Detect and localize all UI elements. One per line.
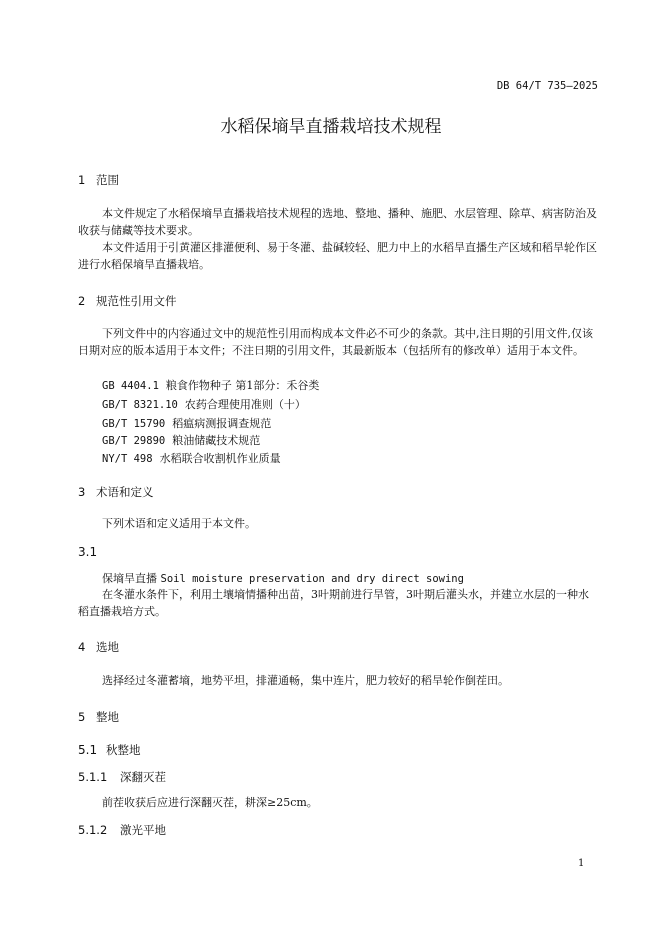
term-definition: 在冬灌水条件下，利用土壤墒情播种出苗，3叶期前进行旱管，3叶期后灌头水，并建立水层的一种水稻直播栽培方式。 (78, 588, 589, 618)
section-number: 1 (78, 173, 86, 187)
term-english: Soil moisture preservation and dry direct sowing (160, 573, 464, 585)
section-title: 规范性引用文件 (96, 294, 177, 308)
section-4-heading (78, 639, 119, 655)
subsection-number: 5.1.1 (78, 770, 108, 784)
reference-title: 稻瘟病测报调查规范 (172, 417, 272, 430)
reference-title: 粮食作物种子 第1部分：禾谷类 (165, 379, 320, 392)
reference-title: 农药合理使用准则（十） (184, 398, 306, 411)
subsection-number: 5.1 (78, 743, 98, 757)
reference-code: GB/T 8321.10 (102, 399, 178, 411)
subsection-title: 深翻灭茬 (120, 770, 166, 784)
section-number: 4 (78, 640, 86, 654)
section-2-paragraph-1: 下列文件中的内容通过文中的规范性引用而构成本文件必不可少的条款。其中,注日期的引用文件,仅该日期对应的版本适用于本文件；不注日期的引用文件，其最新版本（包括所有的修改单）适用于本文件。 (78, 327, 593, 357)
section-3-paragraph-1: 下列术语和定义适用于本文件。 (102, 517, 256, 530)
section-1-paragraph-1: 本文件规定了水稻保墒旱直播栽培技术规程的选地、整地、播种、施肥、水层管理、除草、病害防治及收获与储藏等技术要求。 (78, 207, 597, 237)
section-title: 术语和定义 (96, 485, 154, 499)
subsection-5-1-heading (78, 742, 141, 758)
section-1-heading (78, 172, 119, 188)
subsection-3-1-number: 3.1 (78, 545, 98, 559)
section-number: 2 (78, 294, 86, 308)
page-number: 1 (578, 858, 585, 869)
section-3-heading (78, 484, 154, 500)
reference-item (102, 450, 281, 466)
section-title: 选地 (96, 640, 119, 654)
section-number: 3 (78, 485, 86, 499)
subsection-5-1-2-heading (78, 822, 166, 838)
section-4-paragraph-1: 选择经过冬灌蓄墒，地势平坦，排灌通畅，集中连片，肥力较好的稻旱轮作倒茬田。 (102, 674, 509, 687)
section-number: 5 (78, 710, 86, 724)
reference-title: 水稻联合收割机作业质量 (159, 452, 281, 465)
reference-item (102, 415, 271, 431)
reference-title: 粮油储藏技术规范 (172, 434, 261, 447)
document-number: DB 64/T 735—2025 (496, 80, 598, 92)
subsection-5-1-1-paragraph: 前茬收获后应进行深翻灭茬，耕深≥25cm。 (102, 796, 318, 809)
term-chinese: 保墒旱直播 (102, 572, 157, 585)
reference-code: GB/T 15790 (102, 418, 166, 430)
subsection-5-1-1-heading (78, 769, 166, 785)
section-title: 范围 (96, 173, 119, 187)
term-entry (102, 570, 464, 586)
section-1-paragraph-2: 本文件适用于引黄灌区排灌便利、易于冬灌、盐碱较轻、肥力中上的水稻旱直播生产区域和稻旱轮作区进行水稻保墒旱直播栽培。 (78, 241, 597, 271)
subsection-title: 激光平地 (120, 823, 166, 837)
section-2-heading (78, 293, 177, 309)
document-title: 水稻保墒旱直播栽培技术规程 (220, 117, 442, 137)
reference-code: GB 4404.1 (102, 380, 159, 392)
section-title: 整地 (96, 710, 119, 724)
reference-item (102, 432, 260, 448)
reference-code: NY/T 498 (102, 453, 153, 465)
reference-item (102, 396, 306, 412)
reference-item (102, 377, 319, 393)
subsection-title: 秋整地 (106, 743, 141, 757)
section-5-heading (78, 709, 119, 725)
subsection-number: 5.1.2 (78, 823, 108, 837)
reference-code: GB/T 29890 (102, 435, 166, 447)
